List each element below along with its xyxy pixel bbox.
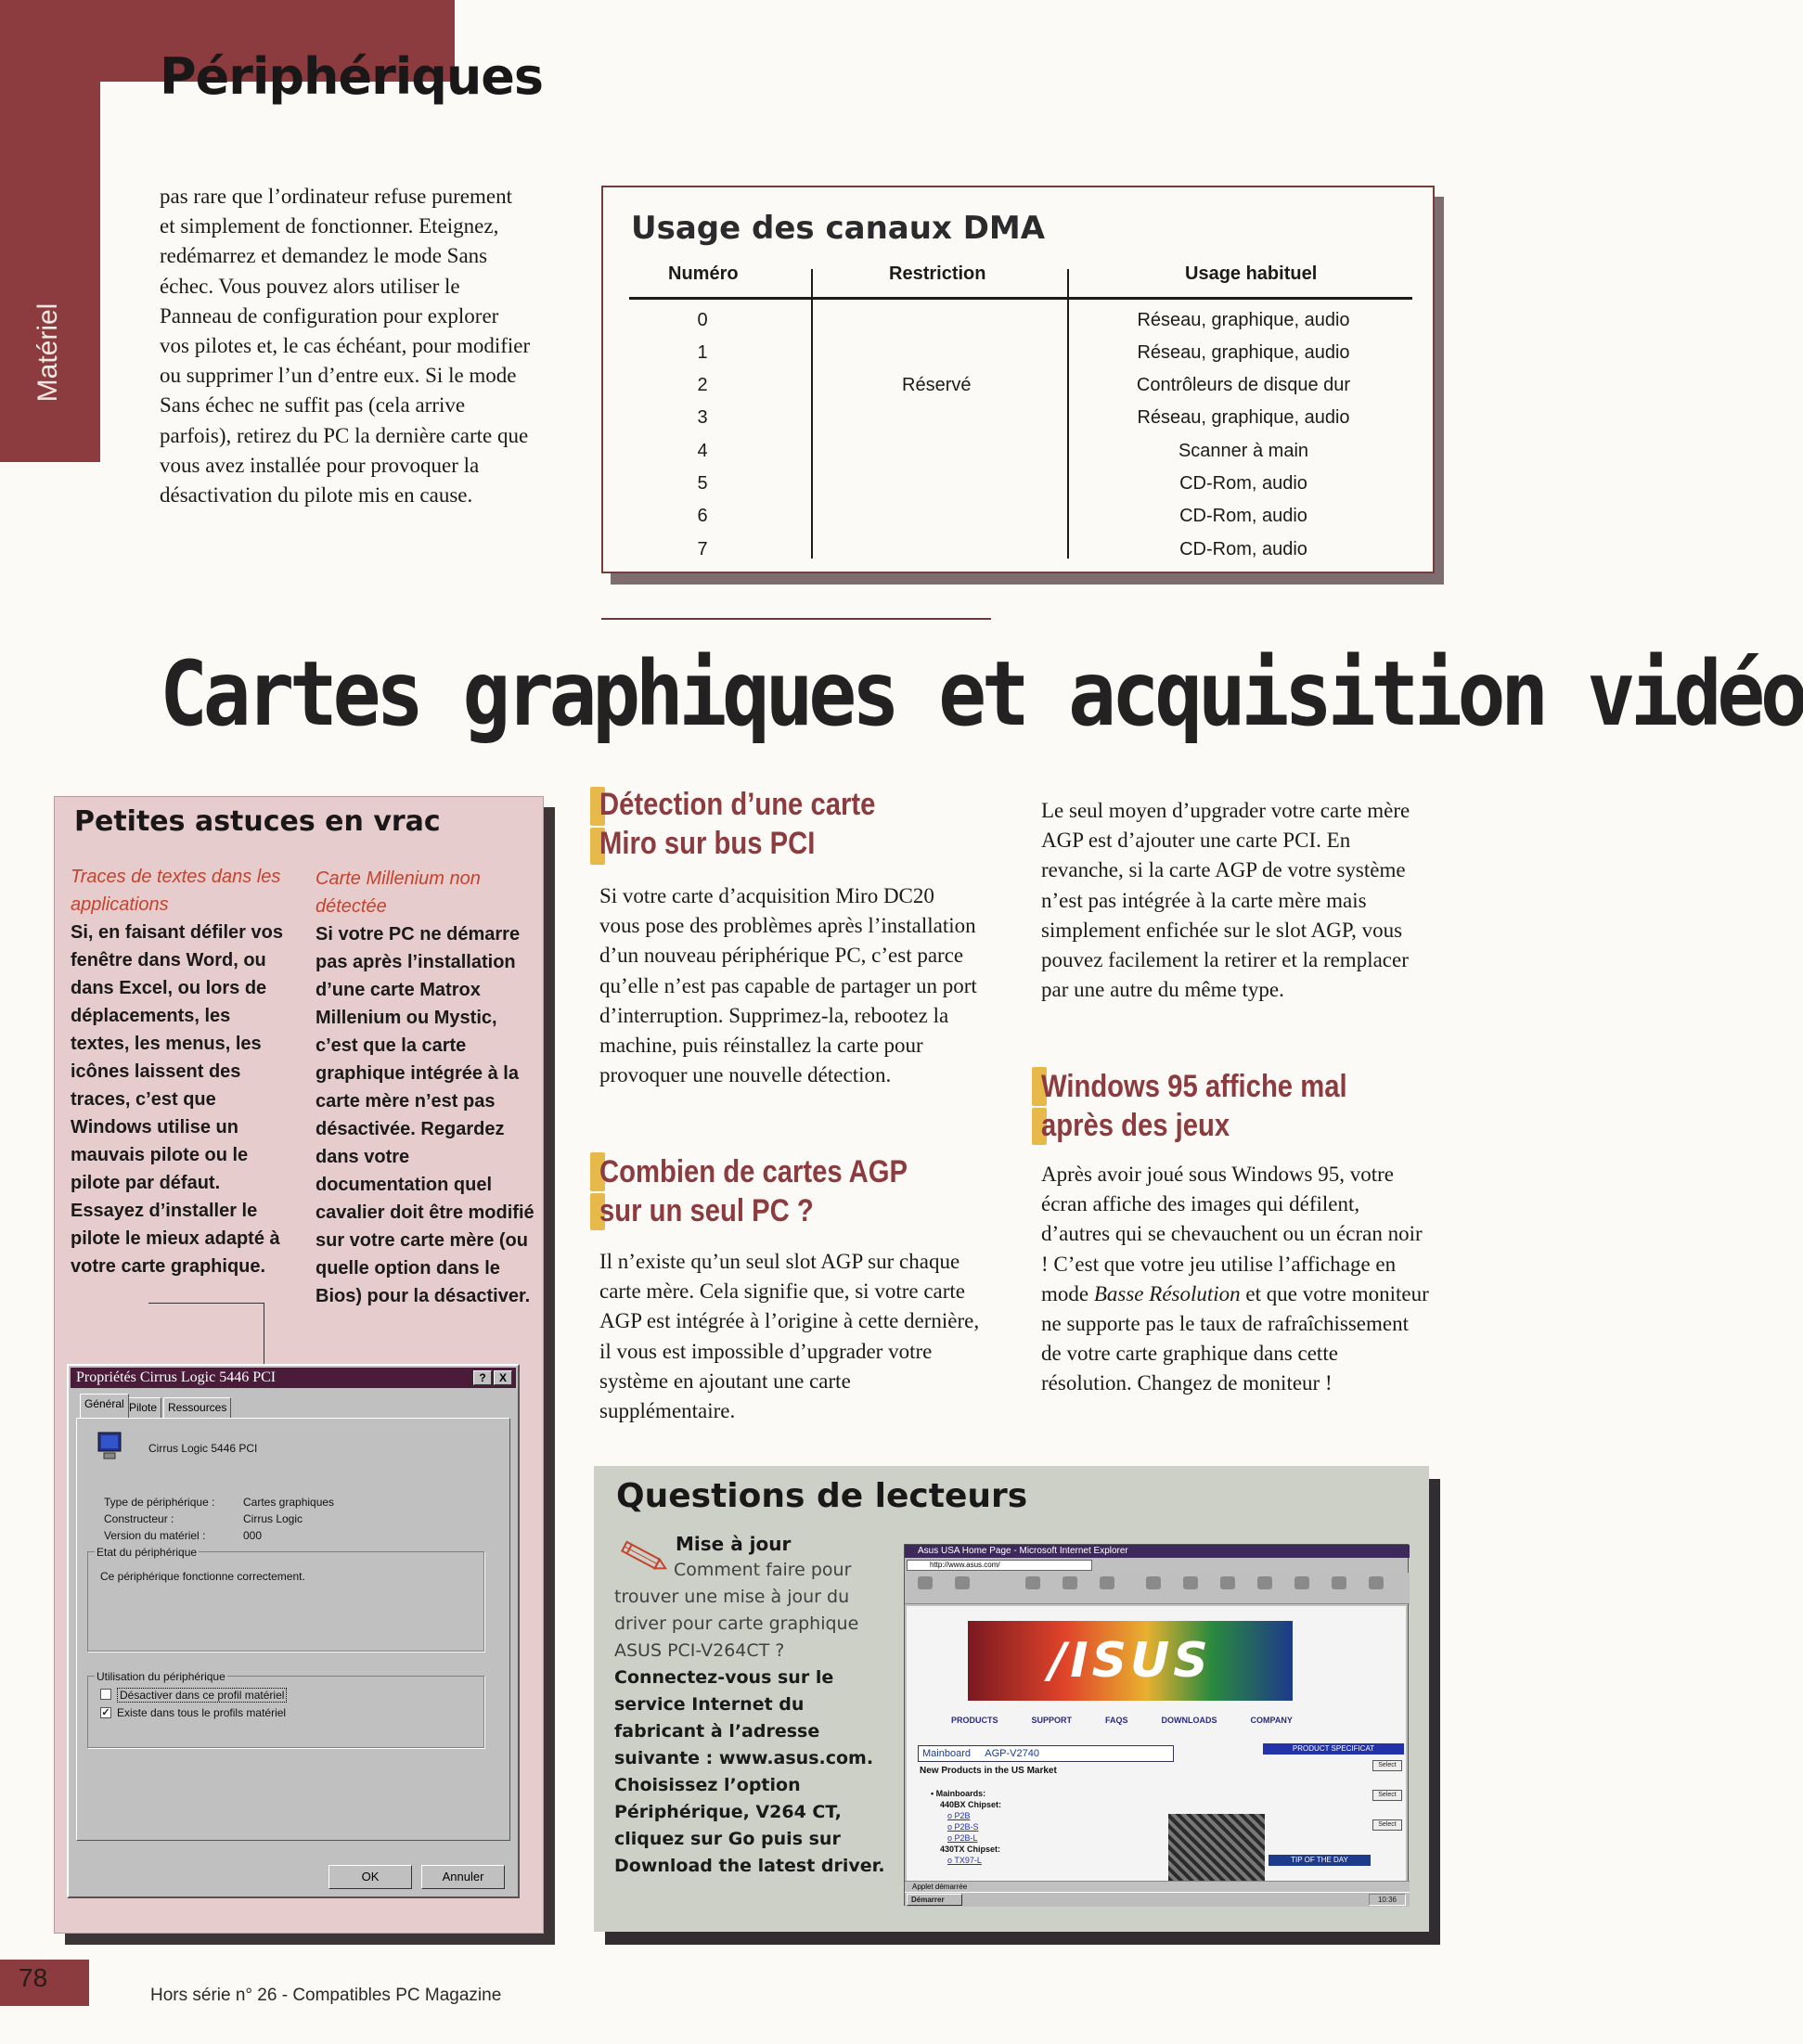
usage-group-label: Utilisation du périphérique [97, 1670, 225, 1683]
forward-icon[interactable] [955, 1576, 970, 1589]
footer-magazine: Hors série n° 26 - Compatibles PC Magazine [150, 1986, 502, 2005]
mail-icon[interactable] [1332, 1576, 1346, 1589]
dma-row-usage: Contrôleurs de disque dur [1136, 375, 1351, 395]
questions-title: Questions de lecteurs [616, 1477, 1028, 1515]
home-icon[interactable] [1100, 1576, 1114, 1589]
dma-row-num: 1 [697, 342, 708, 363]
dma-table-title: Usage des canaux DMA [631, 210, 1046, 247]
heading-line: Miro sur bus PCI [599, 826, 816, 861]
browser-screenshot [904, 1544, 1409, 1906]
article-title: Cartes graphiques et acquisition vidéo [160, 642, 1803, 746]
dma-column-divider [811, 269, 813, 559]
disable-checkbox-label[interactable]: Désactiver dans ce profil matériel [117, 1688, 287, 1703]
product-link[interactable]: o P2B [947, 1811, 971, 1820]
side-label: Matériel [32, 302, 63, 403]
dma-row-restriction: Réservé [902, 375, 972, 395]
spec-button[interactable]: PRODUCT SPECIFICAT [1263, 1743, 1404, 1755]
print-icon[interactable] [1369, 1576, 1384, 1589]
favorites-icon[interactable] [1183, 1576, 1198, 1589]
dma-row-num: 6 [697, 506, 708, 526]
dma-row-num: 4 [697, 441, 708, 461]
page-number: 78 [19, 1963, 48, 1992]
disable-checkbox[interactable] [100, 1689, 111, 1700]
heading-line: Windows 95 affiche mal [1041, 1069, 1347, 1104]
miro-heading [599, 785, 875, 863]
nav-company[interactable]: COMPANY [1250, 1716, 1293, 1725]
tab-general[interactable]: Général [80, 1394, 129, 1418]
dma-row-num: 0 [697, 310, 708, 330]
address-bar[interactable]: http://www.asus.com/ [907, 1560, 1092, 1571]
browser-toolbar [905, 1573, 1410, 1604]
start-button[interactable]: Démarrer [907, 1894, 962, 1906]
tab-ressources[interactable]: Ressources [163, 1397, 231, 1418]
refresh-icon[interactable] [1062, 1576, 1077, 1589]
windows-taskbar [905, 1892, 1410, 1907]
products-list [931, 1788, 1001, 1866]
fullscreen-icon[interactable] [1294, 1576, 1309, 1589]
status-group [87, 1551, 484, 1652]
dma-row-num: 7 [697, 539, 708, 559]
tip-traces [71, 863, 293, 1280]
nav-products[interactable]: PRODUCTS [951, 1716, 998, 1725]
dma-row-num: 5 [697, 473, 708, 494]
channels-icon[interactable] [1257, 1576, 1272, 1589]
heading-line: sur un seul PC ? [599, 1193, 814, 1228]
dma-row-usage: Scanner à main [1178, 441, 1309, 461]
dialog-title: Propriétés Cirrus Logic 5446 PCI [76, 1369, 277, 1385]
dma-row-usage: CD-Rom, audio [1179, 473, 1307, 494]
tip-of-day-banner[interactable]: TIP OF THE DAY [1269, 1855, 1371, 1866]
mainboard-label: Mainboard [922, 1748, 971, 1759]
dma-row-usage: Réseau, graphique, audio [1137, 342, 1350, 363]
browser-title: Asus USA Home Page - Microsoft Internet Explorer [918, 1546, 1128, 1556]
dma-row-num: 3 [697, 407, 708, 428]
questions-text [614, 1557, 893, 1880]
agp-paragraph: Il n’existe qu’un seul slot AGP sur chaque carte mère. Cela signifie que, si votre carte AGP est intégrée à l’origine à cette dernière, il vous est impossible d’upgrader votre système en ajoutant une carte supplémentaire. [599, 1250, 980, 1423]
browser-statusbar: Applet démarrée [905, 1881, 1410, 1892]
asus-logo[interactable]: /ISUS [1049, 1633, 1212, 1689]
win95-paragraph [1041, 1160, 1431, 1399]
tip-body: Si votre PC ne démarre pas après l’installation d’une carte Matrox Millenium ou Mystic, c’est que la carte graphique intégrée à la carte mère n’est pas désactivée. Regardez dans votre documentation quel cavalier doit être modifié sur votre carte mère (ou quelle option dans le Bios) pour la désactiver. [316, 924, 534, 1306]
dma-header-numero: Numéro [668, 264, 739, 284]
dma-row-num: 2 [697, 375, 708, 395]
stop-icon[interactable] [1025, 1576, 1040, 1589]
back-icon[interactable] [918, 1576, 933, 1589]
miro-paragraph: Si votre carte d’acquisition Miro DC20 vous pose des problèmes après l’installation d’un nouveau périphérique PC, c’est parce qu’elle n’est pas capable de partager un port d’interruption. Supprimez-la, rebootez la machine, puis réinstallez la carte pour provoquer une nouvelle détection. [599, 884, 977, 1087]
intro-paragraph: pas rare que l’ordinateur refuse purement et simplement de fonctionner. Eteignez, redémarrez et demandez le mode Sans échec. Vous pouvez alors utiliser le Panneau de configuration pour explorer vos pilotes et, le cas échéant, pour modifier ou supprimer l’un d’entre eux. Si le mode Sans échec ne suffit pas (cela arrive parfois), retirez du PC la dernière carte que vous avez installée pour provoquer la désactivation du pilote mis en cause. [160, 185, 531, 508]
answer-text: Connectez-vous sur le service Internet du fabricant à l’adresse suivante : www.asus.com. Choisissez l’option Périphérique, V264 CT, cliquez sur Go puis sur Download the latest driver. [614, 1667, 885, 1876]
close-button[interactable]: X [494, 1370, 512, 1385]
dma-row-usage: Réseau, graphique, audio [1137, 310, 1350, 330]
divider-rule [601, 618, 991, 620]
agp-heading [599, 1152, 908, 1230]
dma-header-usage: Usage habituel [1185, 264, 1318, 284]
product-link[interactable]: o TX97-L [947, 1856, 982, 1865]
tips-box-title: Petites astuces en vrac [74, 805, 441, 838]
dma-row-usage: CD-Rom, audio [1179, 539, 1307, 559]
field-value: Cirrus Logic [243, 1512, 303, 1525]
win95-emphasis: Basse Résolution [1093, 1281, 1241, 1305]
history-icon[interactable] [1220, 1576, 1235, 1589]
status-group-label: Etat du périphérique [97, 1546, 198, 1559]
taskbar-clock: 10:36 [1369, 1894, 1406, 1906]
dma-header-restriction: Restriction [889, 264, 986, 284]
win95-text: et que votre moniteur ne supporte pas le taux de rafraîchissement de votre carte graphique dans cette résolution. Changez de moniteur ! [1041, 1281, 1429, 1395]
tip-heading: Traces de textes dans les applications [71, 867, 281, 915]
dma-header-rule [629, 297, 1412, 300]
monitor-icon [97, 1431, 124, 1462]
select-button[interactable]: Select [1372, 1760, 1402, 1771]
field-label: Type de périphérique : [104, 1496, 215, 1509]
search-icon[interactable] [1146, 1576, 1161, 1589]
new-products-label: New Products in the US Market [920, 1766, 1057, 1776]
field-value: Cartes graphiques [243, 1496, 335, 1509]
browser-titlebar [905, 1545, 1410, 1558]
dma-row-usage: Réseau, graphique, audio [1137, 407, 1350, 428]
motherboard-image [1168, 1814, 1265, 1881]
field-value: 000 [243, 1529, 263, 1542]
agp-paragraph-continued: Le seul moyen d’upgrader votre carte mère AGP est d’ajouter une carte PCI. En revanche, si la carte AGP de votre système n’est pas intégrée à la carte mère mais simplement enfichée sur le slot AGP, vous pouvez facilement la retirer et la remplacer par une autre du même type. [1041, 799, 1410, 1002]
tip-heading: Carte Millenium non détectée [316, 868, 481, 917]
mainboard-box[interactable] [918, 1745, 1174, 1762]
chipset-label: 440BX Chipset: [940, 1800, 1002, 1809]
product-link[interactable]: o P2B-S [947, 1822, 979, 1832]
cancel-button[interactable]: Annuler [421, 1865, 505, 1889]
side-band [0, 82, 100, 462]
exists-checkbox[interactable]: ✓ [101, 1707, 110, 1718]
field-label: Constructeur : [104, 1512, 174, 1525]
heading-line: après des jeux [1041, 1108, 1230, 1143]
tip-body: Si, en faisant défiler vos fenêtre dans Word, ou dans Excel, ou lors de déplacements, les textes, les menus, les icônes laissent des traces, c’est que Windows utilise un mauvais pilote ou le pilote par défaut. Essayez d’installer le pilote le mieux adapté à votre carte graphique. [71, 922, 283, 1277]
questions-subtitle: Mise à jour [676, 1533, 792, 1555]
ok-button[interactable]: OK [328, 1865, 412, 1889]
tab-pilote[interactable]: Pilote [124, 1397, 161, 1418]
select-button[interactable]: Select [1372, 1819, 1402, 1831]
dialog-titlebar [71, 1368, 516, 1388]
heading-line: Détection d’une carte [599, 787, 876, 822]
asus-nav [951, 1716, 1406, 1725]
status-text: Ce périphérique fonctionne correctement. [100, 1570, 305, 1583]
chipset-label: 430TX Chipset: [940, 1845, 1001, 1854]
dma-row-usage: CD-Rom, audio [1179, 506, 1307, 526]
nav-faqs[interactable]: FAQS [1105, 1716, 1128, 1725]
nav-downloads[interactable]: DOWNLOADS [1161, 1716, 1217, 1725]
heading-line: Combien de cartes AGP [599, 1154, 908, 1189]
nav-support[interactable]: SUPPORT [1031, 1716, 1073, 1725]
device-name: Cirrus Logic 5446 PCI [148, 1442, 258, 1455]
properties-dialog [67, 1364, 520, 1898]
mainboard-value: AGP-V2740 [985, 1748, 1039, 1759]
win95-text: Après avoir joué sous Windows 95, votre écran affiche des images qui défilent, d’autres qui se chevauchent ou un écran noir ! C’est que votre jeu utilise l’affichage en mode [1041, 1163, 1423, 1305]
exists-checkbox-label[interactable]: Existe dans tous le profils matériel [117, 1706, 287, 1719]
callout-line [148, 1303, 264, 1304]
list-heading: • Mainboards: [931, 1789, 986, 1798]
tip-millenium [316, 865, 534, 1310]
select-button[interactable]: Select [1372, 1790, 1402, 1801]
help-button[interactable]: ? [473, 1370, 492, 1385]
product-link[interactable]: o P2B-L [947, 1833, 978, 1843]
question-text: Comment faire pour trouver une mise à jour du driver pour carte graphique ASUS PCI-V264CT ? [614, 1560, 859, 1661]
field-label: Version du matériel : [104, 1529, 206, 1542]
section-title: Périphériques [160, 47, 544, 106]
win95-heading [1041, 1067, 1347, 1145]
